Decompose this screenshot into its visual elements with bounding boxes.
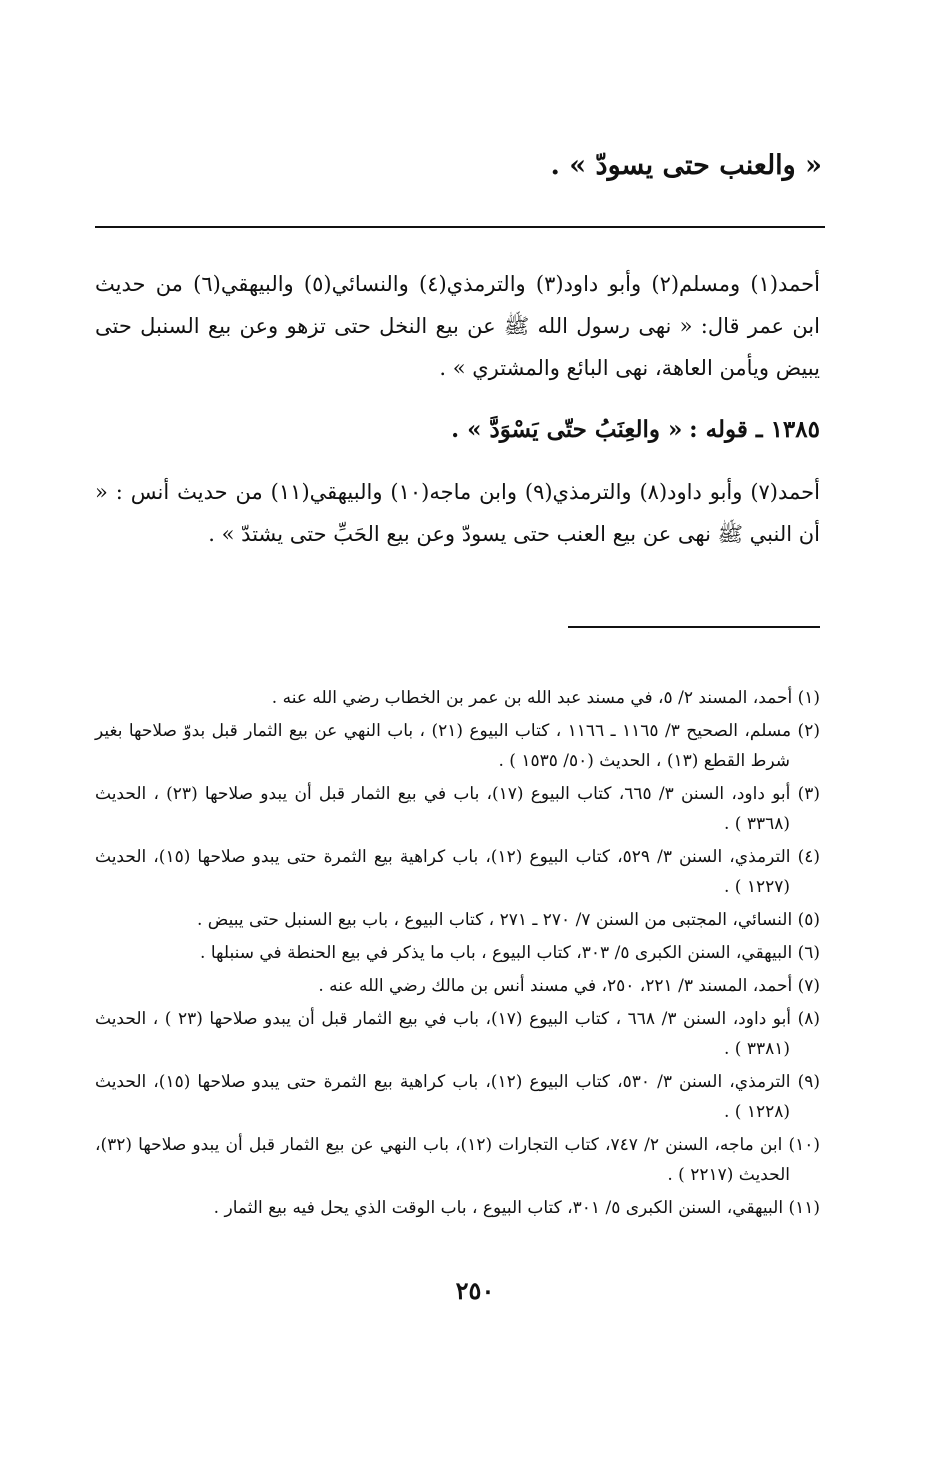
page-number: ٢٥٠ <box>455 1276 495 1305</box>
footnote: (٩) الترمذي، السنن ٣/ ٥٣٠، كتاب البيوع (١٢)، باب كراهية بيع الثمرة حتى يبدو صلاحها (١٥)، الحديث (١٢٢٨ ) . <box>95 1072 821 1122</box>
footnotes <box>95 683 820 1226</box>
entry-heading: ١٣٨٥ ـ قوله : <box>689 416 820 443</box>
top-divider <box>95 226 825 228</box>
footnote: (٦) البيهقي، السنن الكبرى ٥/ ٣٠٣، كتاب البيوع ، باب ما يذكر في بيع الحنطة في سنبلها . <box>200 943 820 963</box>
footnote: (٣) أبو داود، السنن ٣/ ٦٦٥، كتاب البيوع (١٧)، باب في بيع الثمار قبل أن يبدو صلاحها (٢٣) ، الحديث (٣٣٦٨ ) . <box>95 784 820 834</box>
entry-1385 <box>95 409 820 451</box>
footnote: (١٠) ابن ماجه، السنن ٢/ ٧٤٧، كتاب التجارات (١٢)، باب النهي عن بيع الثمار قبل أن يبدو صلاحها (٣٢)، الحديث (٢٢١٧ ) . <box>95 1135 820 1185</box>
footnote: (٥) النسائي، المجتبى من السنن ٧/ ٢٧٠ ـ ٢٧١ ، كتاب البيوع ، باب بيع السنبل حتى يبيض . <box>197 910 820 930</box>
footnote: (٢) مسلم، الصحيح ٣/ ١١٦٥ ـ ١١٦٦ ، كتاب البيوع (٢١) ، باب النهي عن بيع الثمار قبل بدوّ صلاحها بغير شرط القطع (١٣) ، الحديث (٥٠/ ١٥٣٥ ) . <box>95 721 820 771</box>
footnote: (١١) البيهقي، السنن الكبرى ٥/ ٣٠١، كتاب البيوع ، باب الوقت الذي يحل فيه بيع الثمار . <box>213 1198 820 1218</box>
footnote-divider <box>568 626 820 628</box>
para1-line1: أحمد(١) ومسلم(٢) وأبو داود(٣) والترمذي(٤) والنسائي(٥) والبيهقي(٦) من حديث <box>95 272 820 296</box>
header-quote: « والعنب حتى يسودّ » . <box>550 150 822 181</box>
footnote: (٤) الترمذي، السنن ٣/ ٥٢٩، كتاب البيوع (١٢)، باب كراهية بيع الثمرة حتى يبدو صلاحها (١٥)، الحديث (١٢٢٧ ) . <box>95 847 821 897</box>
entry-quote: « والعِنَبُ حتّى يَسْوَدَّ » . <box>451 416 683 443</box>
main-text <box>95 263 820 555</box>
para2-line2: « أن النبي ﷺ نهى عن بيع العنب حتى يسودّ وعن بيع الحَبِّ حتى يشتدّ » . <box>95 480 820 546</box>
para2-line1: أحمد(٧) وأبو داود(٨) والترمذي(٩) وابن ماجه(١٠) والبيهقي(١١) من حديث أنس : <box>115 480 820 504</box>
footnote: (١) أحمد، المسند ٢/ ٥، في مسند عبد الله بن عمر بن الخطاب رضي الله عنه . <box>271 688 820 708</box>
paragraph-ibn-umar <box>95 263 820 389</box>
footnote: (٨) أبو داود، السنن ٣/ ٦٦٨ ، كتاب البيوع (١٧)، باب في بيع الثمار قبل أن يبدو صلاحها (٢٣ ) ، الحديث (٣٣٨١ ) . <box>95 1009 820 1059</box>
paragraph-anas <box>95 471 820 555</box>
para1-line2: ابن عمر قال: « نهى رسول الله ﷺ عن بيع النخل حتى تزهو وعن بيع السنبل حتى <box>95 314 820 338</box>
footnote: (٧) أحمد، المسند ٣/ ٢٢١، ٢٥٠، في مسند أنس بن مالك رضي الله عنه . <box>318 976 820 996</box>
para1-line3: يبيض ويأمن العاهة، نهى البائع والمشتري » . <box>439 356 820 380</box>
